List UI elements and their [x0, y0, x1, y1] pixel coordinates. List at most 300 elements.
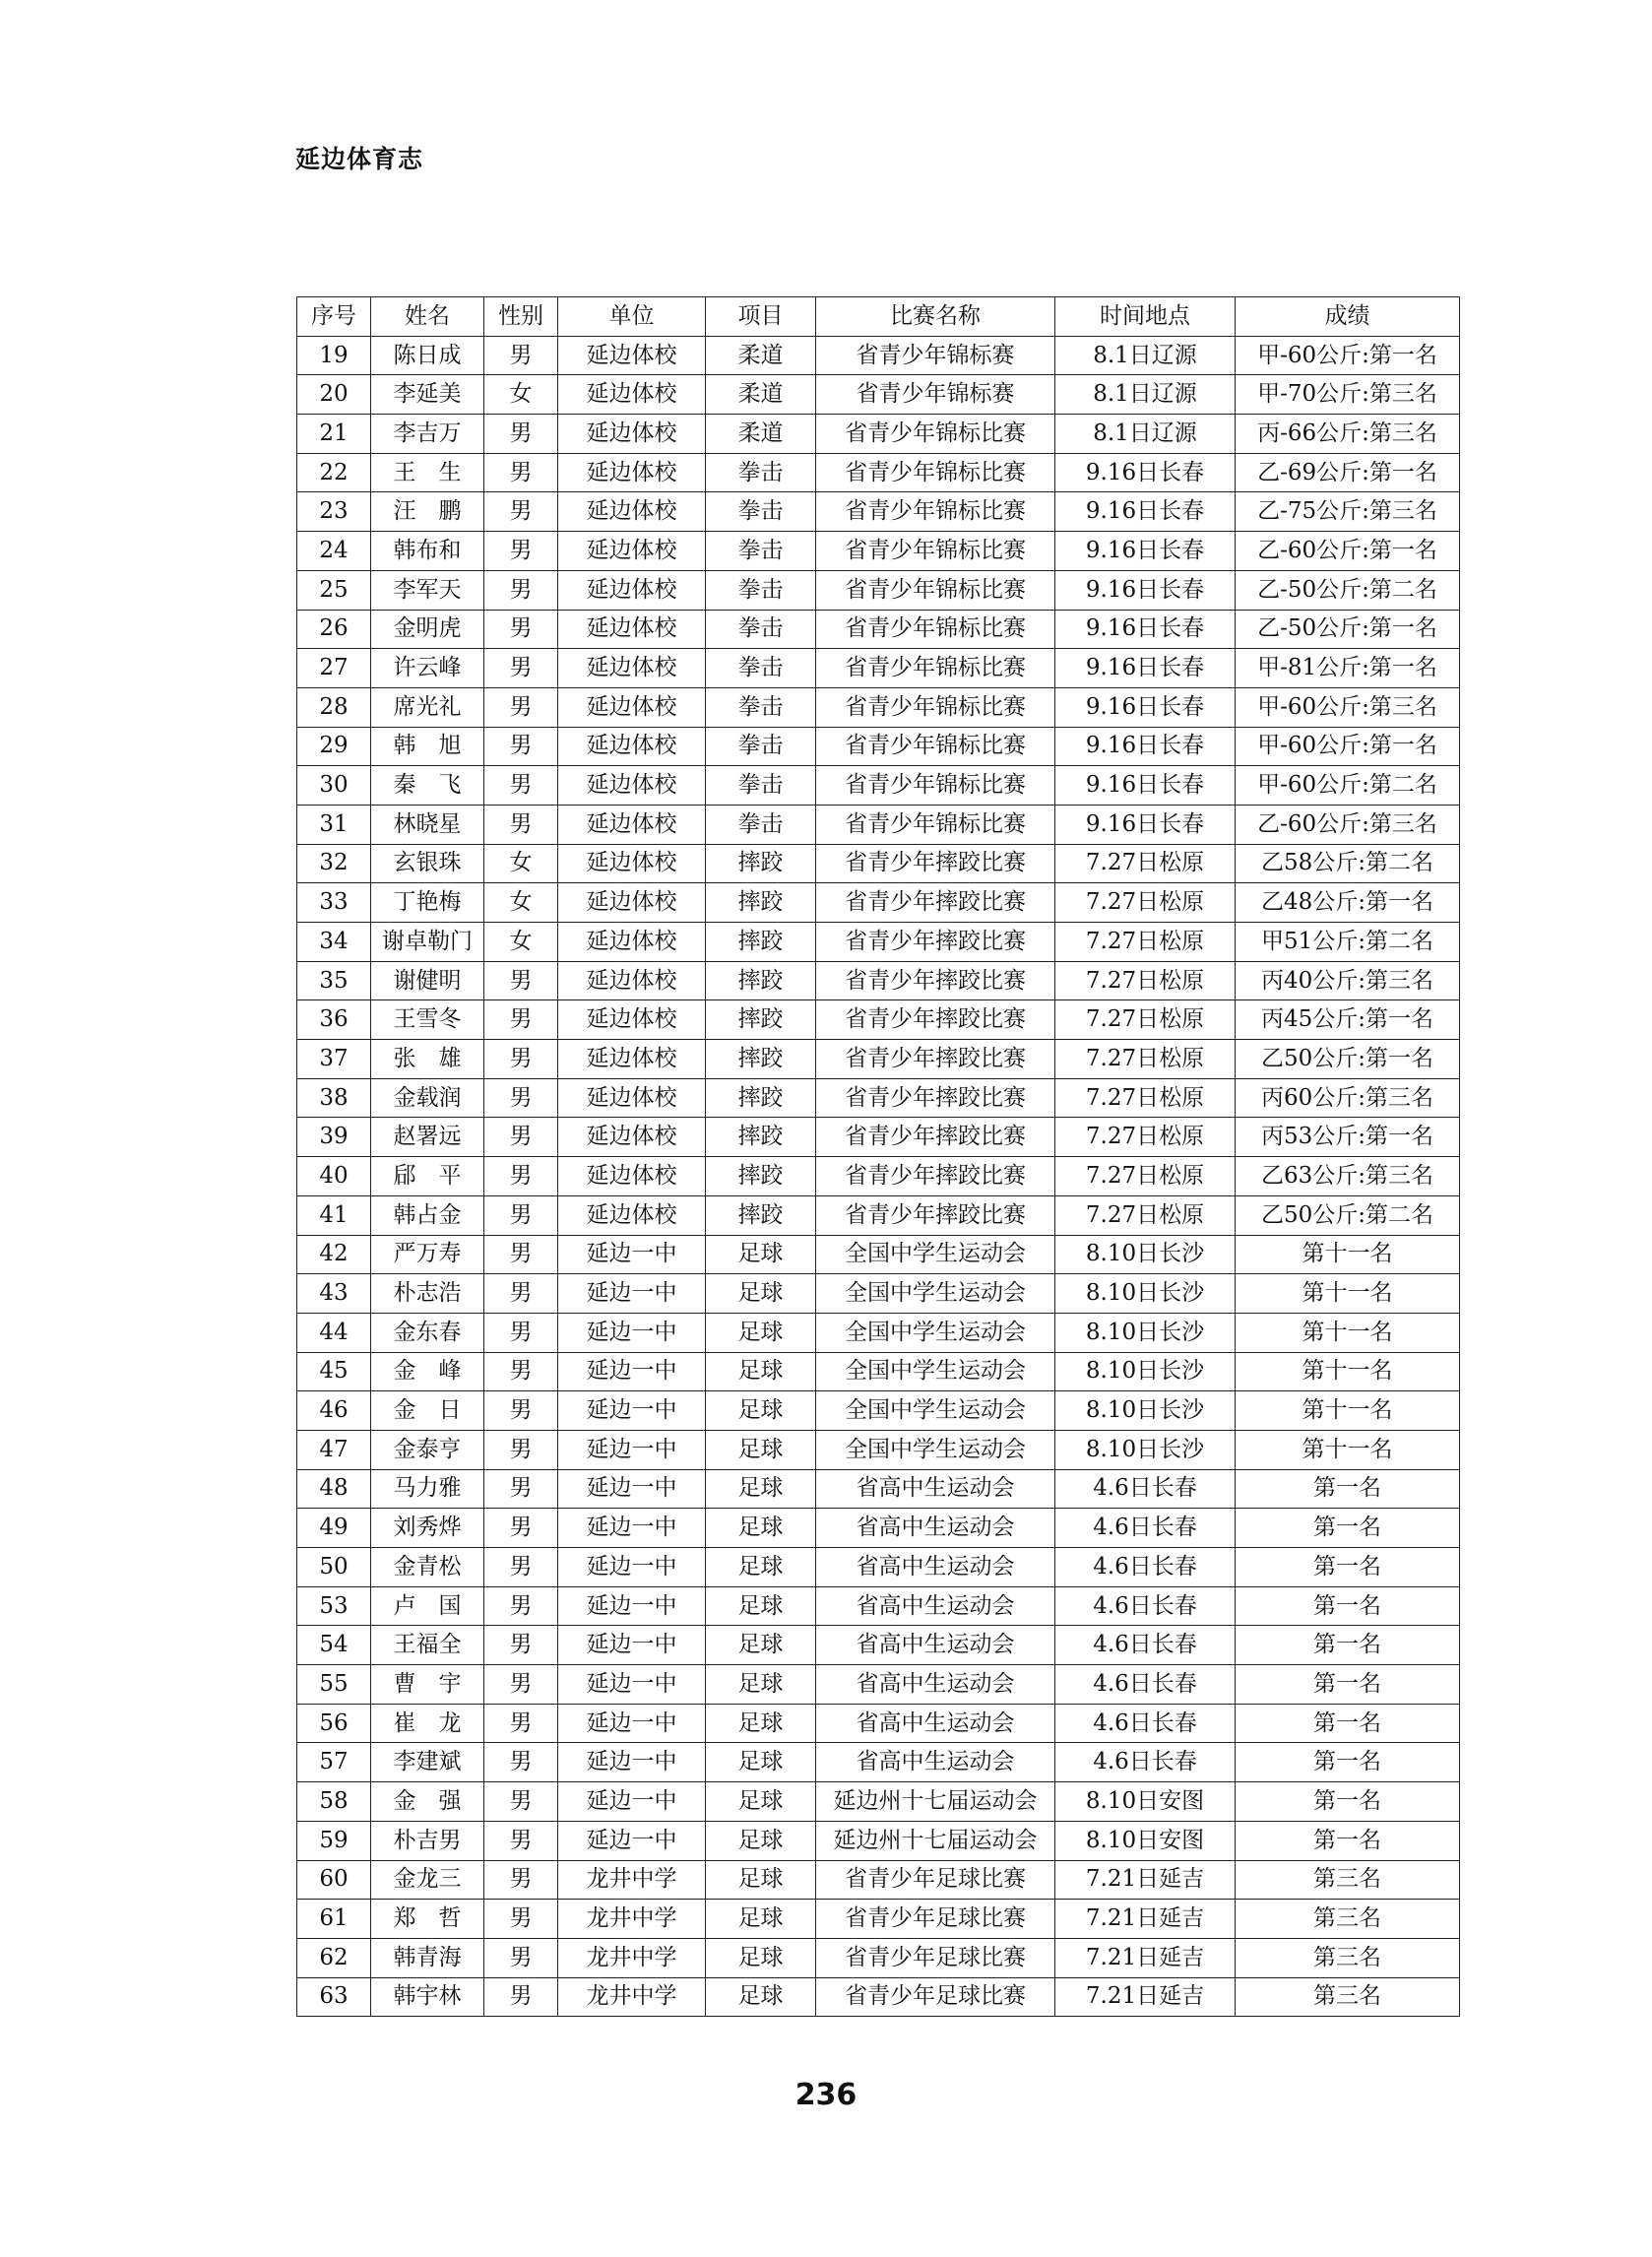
- cell-competition: 省青少年摔跤比赛: [816, 1000, 1055, 1040]
- cell-event: 摔跤: [706, 1000, 816, 1040]
- cell-result: 丙45公斤:第一名: [1236, 1000, 1460, 1040]
- cell-name: 李军天: [371, 570, 484, 610]
- cell-index: 62: [297, 1938, 371, 1977]
- cell-name: 金 峰: [371, 1352, 484, 1391]
- cell-unit: 龙井中学: [558, 1938, 706, 1977]
- cell-index: 25: [297, 570, 371, 610]
- cell-index: 19: [297, 336, 371, 375]
- table-row: [297, 1900, 1460, 1939]
- cell-result: 乙-69公斤:第一名: [1236, 453, 1460, 492]
- cell-name: 赵署远: [371, 1118, 484, 1157]
- cell-name: 韩 旭: [371, 727, 484, 766]
- cell-name: 林晓星: [371, 805, 484, 844]
- cell-event: 足球: [706, 1938, 816, 1977]
- cell-gender: 男: [484, 1352, 558, 1391]
- table-row: [297, 1040, 1460, 1079]
- cell-unit: 延边体校: [558, 687, 706, 727]
- cell-name: 郑 哲: [371, 1900, 484, 1939]
- cell-date-place: 4.6日长春: [1055, 1586, 1236, 1626]
- cell-date-place: 8.1日辽源: [1055, 375, 1236, 415]
- cell-index: 20: [297, 375, 371, 415]
- cell-gender: 男: [484, 1548, 558, 1587]
- cell-gender: 男: [484, 453, 558, 492]
- cell-index: 40: [297, 1157, 371, 1196]
- cell-unit: 龙井中学: [558, 1977, 706, 2017]
- cell-result: 丙-66公斤:第三名: [1236, 415, 1460, 454]
- cell-name: 金龙三: [371, 1860, 484, 1900]
- cell-competition: 省高中生运动会: [816, 1743, 1055, 1782]
- cell-competition: 省青少年锦标赛: [816, 375, 1055, 415]
- cell-date-place: 9.16日长春: [1055, 766, 1236, 806]
- cell-gender: 男: [484, 1000, 558, 1040]
- cell-gender: 男: [484, 1274, 558, 1314]
- cell-result: 丙53公斤:第一名: [1236, 1118, 1460, 1157]
- cell-event: 足球: [706, 1782, 816, 1822]
- cell-index: 29: [297, 727, 371, 766]
- cell-name: 金泰亨: [371, 1430, 484, 1469]
- cell-competition: 省青少年足球比赛: [816, 1860, 1055, 1900]
- cell-date-place: 7.27日松原: [1055, 961, 1236, 1000]
- table-row: [297, 415, 1460, 454]
- cell-unit: 延边一中: [558, 1274, 706, 1314]
- cell-date-place: 7.27日松原: [1055, 1000, 1236, 1040]
- cell-result: 乙-75公斤:第三名: [1236, 492, 1460, 532]
- records-table: [296, 296, 1460, 2017]
- table-row: [297, 1391, 1460, 1431]
- running-head: 延边体育志: [295, 145, 424, 173]
- cell-gender: 男: [484, 415, 558, 454]
- cell-unit: 延边体校: [558, 570, 706, 610]
- cell-gender: 女: [484, 923, 558, 962]
- cell-event: 柔道: [706, 415, 816, 454]
- cell-unit: 延边一中: [558, 1235, 706, 1274]
- table-row: [297, 1821, 1460, 1860]
- cell-event: 拳击: [706, 766, 816, 806]
- cell-name: 卢 国: [371, 1586, 484, 1626]
- cell-event: 摔跤: [706, 844, 816, 883]
- cell-index: 32: [297, 844, 371, 883]
- cell-index: 34: [297, 923, 371, 962]
- cell-date-place: 4.6日长春: [1055, 1743, 1236, 1782]
- cell-index: 59: [297, 1821, 371, 1860]
- cell-unit: 延边一中: [558, 1704, 706, 1743]
- cell-result: 第十一名: [1236, 1352, 1460, 1391]
- cell-unit: 延边体校: [558, 844, 706, 883]
- cell-name: 丁艳梅: [371, 883, 484, 923]
- cell-name: 张 雄: [371, 1040, 484, 1079]
- cell-event: 摔跤: [706, 1195, 816, 1235]
- cell-competition: 省高中生运动会: [816, 1469, 1055, 1509]
- cell-index: 47: [297, 1430, 371, 1469]
- cell-gender: 男: [484, 1118, 558, 1157]
- cell-gender: 男: [484, 961, 558, 1000]
- cell-result: 甲-70公斤:第三名: [1236, 375, 1460, 415]
- cell-name: 金东春: [371, 1313, 484, 1352]
- cell-result: 甲-81公斤:第一名: [1236, 649, 1460, 688]
- cell-competition: 省青少年摔跤比赛: [816, 923, 1055, 962]
- cell-name: 李建斌: [371, 1743, 484, 1782]
- cell-result: 乙48公斤:第一名: [1236, 883, 1460, 923]
- cell-date-place: 4.6日长春: [1055, 1665, 1236, 1705]
- cell-unit: 延边体校: [558, 375, 706, 415]
- table-row: [297, 1274, 1460, 1314]
- cell-competition: 省青少年足球比赛: [816, 1977, 1055, 2017]
- cell-index: 46: [297, 1391, 371, 1431]
- header-competition: 比赛名称: [816, 297, 1055, 337]
- cell-name: 严万寿: [371, 1235, 484, 1274]
- cell-gender: 男: [484, 1040, 558, 1079]
- cell-gender: 男: [484, 1157, 558, 1196]
- cell-result: 乙-60公斤:第三名: [1236, 805, 1460, 844]
- cell-name: 许云峰: [371, 649, 484, 688]
- cell-name: 王雪冬: [371, 1000, 484, 1040]
- cell-date-place: 7.27日松原: [1055, 883, 1236, 923]
- table-row: [297, 1078, 1460, 1118]
- cell-name: 郈 平: [371, 1157, 484, 1196]
- cell-event: 拳击: [706, 687, 816, 727]
- cell-date-place: 7.21日延吉: [1055, 1860, 1236, 1900]
- cell-competition: 全国中学生运动会: [816, 1274, 1055, 1314]
- cell-gender: 男: [484, 1078, 558, 1118]
- cell-result: 第一名: [1236, 1586, 1460, 1626]
- cell-event: 拳击: [706, 727, 816, 766]
- cell-competition: 省青少年锦标比赛: [816, 610, 1055, 649]
- cell-result: 乙50公斤:第二名: [1236, 1195, 1460, 1235]
- cell-event: 柔道: [706, 375, 816, 415]
- cell-result: 甲51公斤:第二名: [1236, 923, 1460, 962]
- table-row: [297, 336, 1460, 375]
- cell-unit: 延边体校: [558, 1157, 706, 1196]
- cell-event: 摔跤: [706, 923, 816, 962]
- cell-unit: 延边一中: [558, 1586, 706, 1626]
- cell-index: 28: [297, 687, 371, 727]
- cell-competition: 全国中学生运动会: [816, 1430, 1055, 1469]
- cell-result: 第十一名: [1236, 1235, 1460, 1274]
- cell-result: 乙-50公斤:第一名: [1236, 610, 1460, 649]
- cell-result: 乙-50公斤:第二名: [1236, 570, 1460, 610]
- cell-name: 马力雅: [371, 1469, 484, 1509]
- table-row: [297, 805, 1460, 844]
- cell-unit: 延边一中: [558, 1548, 706, 1587]
- header-index: 序号: [297, 297, 371, 337]
- cell-result: 丙40公斤:第三名: [1236, 961, 1460, 1000]
- table-row: [297, 766, 1460, 806]
- cell-date-place: 8.10日长沙: [1055, 1235, 1236, 1274]
- cell-event: 足球: [706, 1860, 816, 1900]
- cell-competition: 省青少年锦标比赛: [816, 727, 1055, 766]
- table-row: [297, 923, 1460, 962]
- cell-event: 拳击: [706, 805, 816, 844]
- cell-unit: 延边一中: [558, 1430, 706, 1469]
- cell-competition: 延边州十七届运动会: [816, 1782, 1055, 1822]
- cell-gender: 男: [484, 1509, 558, 1548]
- cell-event: 足球: [706, 1586, 816, 1626]
- cell-competition: 省青少年锦标比赛: [816, 570, 1055, 610]
- cell-result: 乙63公斤:第三名: [1236, 1157, 1460, 1196]
- cell-date-place: 7.27日松原: [1055, 1118, 1236, 1157]
- table-row: [297, 492, 1460, 532]
- cell-date-place: 7.27日松原: [1055, 1040, 1236, 1079]
- table-row: [297, 1586, 1460, 1626]
- cell-index: 45: [297, 1352, 371, 1391]
- cell-gender: 男: [484, 1430, 558, 1469]
- cell-result: 甲-60公斤:第一名: [1236, 336, 1460, 375]
- cell-gender: 男: [484, 1938, 558, 1977]
- cell-gender: 男: [484, 570, 558, 610]
- cell-index: 61: [297, 1900, 371, 1939]
- cell-date-place: 8.10日安图: [1055, 1782, 1236, 1822]
- cell-gender: 男: [484, 1313, 558, 1352]
- cell-date-place: 7.27日松原: [1055, 844, 1236, 883]
- cell-gender: 女: [484, 883, 558, 923]
- cell-index: 22: [297, 453, 371, 492]
- header-unit: 单位: [558, 297, 706, 337]
- cell-index: 26: [297, 610, 371, 649]
- cell-index: 27: [297, 649, 371, 688]
- cell-index: 41: [297, 1195, 371, 1235]
- table-row: [297, 1118, 1460, 1157]
- cell-date-place: 9.16日长春: [1055, 610, 1236, 649]
- cell-result: 第三名: [1236, 1860, 1460, 1900]
- cell-index: 49: [297, 1509, 371, 1548]
- cell-gender: 男: [484, 1469, 558, 1509]
- cell-unit: 延边体校: [558, 727, 706, 766]
- cell-index: 43: [297, 1274, 371, 1314]
- cell-event: 拳击: [706, 570, 816, 610]
- table-row: [297, 1235, 1460, 1274]
- table-row: [297, 453, 1460, 492]
- cell-unit: 延边体校: [558, 1118, 706, 1157]
- cell-name: 李延美: [371, 375, 484, 415]
- cell-date-place: 8.10日长沙: [1055, 1391, 1236, 1431]
- header-result: 成绩: [1236, 297, 1460, 337]
- cell-gender: 男: [484, 687, 558, 727]
- cell-event: 足球: [706, 1509, 816, 1548]
- cell-date-place: 8.1日辽源: [1055, 336, 1236, 375]
- cell-event: 拳击: [706, 649, 816, 688]
- cell-unit: 延边一中: [558, 1469, 706, 1509]
- cell-event: 摔跤: [706, 1118, 816, 1157]
- cell-index: 63: [297, 1977, 371, 2017]
- table-row: [297, 1548, 1460, 1587]
- cell-date-place: 8.10日安图: [1055, 1821, 1236, 1860]
- cell-competition: 省青少年摔跤比赛: [816, 1157, 1055, 1196]
- cell-index: 24: [297, 532, 371, 571]
- cell-result: 第一名: [1236, 1704, 1460, 1743]
- cell-competition: 省高中生运动会: [816, 1626, 1055, 1665]
- cell-competition: 省高中生运动会: [816, 1509, 1055, 1548]
- cell-event: 足球: [706, 1626, 816, 1665]
- cell-name: 谢卓勒门: [371, 923, 484, 962]
- cell-event: 摔跤: [706, 1157, 816, 1196]
- header-date-place: 时间地点: [1055, 297, 1236, 337]
- cell-index: 56: [297, 1704, 371, 1743]
- cell-gender: 男: [484, 1195, 558, 1235]
- cell-result: 第三名: [1236, 1977, 1460, 2017]
- cell-result: 第十一名: [1236, 1313, 1460, 1352]
- cell-unit: 延边体校: [558, 1040, 706, 1079]
- cell-name: 韩宇林: [371, 1977, 484, 2017]
- cell-gender: 男: [484, 492, 558, 532]
- cell-event: 摔跤: [706, 961, 816, 1000]
- cell-unit: 延边体校: [558, 1078, 706, 1118]
- cell-unit: 延边体校: [558, 453, 706, 492]
- cell-date-place: 4.6日长春: [1055, 1509, 1236, 1548]
- cell-competition: 省青少年锦标比赛: [816, 649, 1055, 688]
- cell-unit: 延边一中: [558, 1626, 706, 1665]
- cell-unit: 延边体校: [558, 883, 706, 923]
- cell-result: 第一名: [1236, 1743, 1460, 1782]
- cell-result: 甲-60公斤:第二名: [1236, 766, 1460, 806]
- table-row: [297, 961, 1460, 1000]
- cell-name: 曹 宇: [371, 1665, 484, 1705]
- table-row: [297, 1743, 1460, 1782]
- cell-result: 乙50公斤:第一名: [1236, 1040, 1460, 1079]
- cell-event: 足球: [706, 1352, 816, 1391]
- cell-unit: 龙井中学: [558, 1860, 706, 1900]
- cell-date-place: 8.10日长沙: [1055, 1274, 1236, 1314]
- cell-competition: 省青少年锦标赛: [816, 336, 1055, 375]
- cell-competition: 省高中生运动会: [816, 1665, 1055, 1705]
- cell-result: 第一名: [1236, 1626, 1460, 1665]
- page-number: 236: [794, 2078, 858, 2112]
- cell-index: 57: [297, 1743, 371, 1782]
- table-row: [297, 375, 1460, 415]
- cell-unit: 延边一中: [558, 1743, 706, 1782]
- header-name: 姓名: [371, 297, 484, 337]
- cell-event: 摔跤: [706, 883, 816, 923]
- cell-event: 足球: [706, 1235, 816, 1274]
- cell-name: 崔 龙: [371, 1704, 484, 1743]
- cell-event: 足球: [706, 1704, 816, 1743]
- cell-result: 甲-60公斤:第三名: [1236, 687, 1460, 727]
- cell-gender: 男: [484, 1860, 558, 1900]
- table-row: [297, 532, 1460, 571]
- cell-gender: 男: [484, 610, 558, 649]
- table-row: [297, 1195, 1460, 1235]
- cell-date-place: 7.21日延吉: [1055, 1900, 1236, 1939]
- cell-name: 朴吉男: [371, 1821, 484, 1860]
- cell-event: 摔跤: [706, 1040, 816, 1079]
- cell-gender: 男: [484, 1391, 558, 1431]
- cell-index: 33: [297, 883, 371, 923]
- table-row: [297, 1977, 1460, 2017]
- cell-unit: 延边一中: [558, 1391, 706, 1431]
- cell-gender: 男: [484, 1626, 558, 1665]
- cell-competition: 省青少年锦标比赛: [816, 532, 1055, 571]
- cell-index: 53: [297, 1586, 371, 1626]
- table-row: [297, 1860, 1460, 1900]
- cell-index: 23: [297, 492, 371, 532]
- cell-name: 刘秀烨: [371, 1509, 484, 1548]
- cell-event: 足球: [706, 1665, 816, 1705]
- cell-unit: 延边一中: [558, 1352, 706, 1391]
- table-row: [297, 610, 1460, 649]
- cell-name: 谢健明: [371, 961, 484, 1000]
- cell-event: 拳击: [706, 492, 816, 532]
- cell-event: 足球: [706, 1469, 816, 1509]
- cell-event: 足球: [706, 1900, 816, 1939]
- cell-index: 60: [297, 1860, 371, 1900]
- cell-competition: 省青少年锦标比赛: [816, 492, 1055, 532]
- cell-name: 金 强: [371, 1782, 484, 1822]
- cell-result: 第三名: [1236, 1938, 1460, 1977]
- cell-date-place: 9.16日长春: [1055, 805, 1236, 844]
- cell-gender: 女: [484, 844, 558, 883]
- table-row: [297, 883, 1460, 923]
- cell-unit: 延边体校: [558, 923, 706, 962]
- cell-date-place: 4.6日长春: [1055, 1469, 1236, 1509]
- cell-event: 足球: [706, 1391, 816, 1431]
- cell-competition: 省青少年摔跤比赛: [816, 1040, 1055, 1079]
- cell-date-place: 4.6日长春: [1055, 1548, 1236, 1587]
- cell-competition: 省青少年摔跤比赛: [816, 844, 1055, 883]
- cell-gender: 女: [484, 375, 558, 415]
- cell-result: 第一名: [1236, 1469, 1460, 1509]
- cell-event: 柔道: [706, 336, 816, 375]
- cell-result: 乙-60公斤:第一名: [1236, 532, 1460, 571]
- cell-index: 55: [297, 1665, 371, 1705]
- cell-name: 陈日成: [371, 336, 484, 375]
- table-row: [297, 687, 1460, 727]
- cell-name: 王 生: [371, 453, 484, 492]
- cell-date-place: 8.1日辽源: [1055, 415, 1236, 454]
- cell-index: 38: [297, 1078, 371, 1118]
- cell-event: 足球: [706, 1430, 816, 1469]
- cell-name: 韩占金: [371, 1195, 484, 1235]
- table-row: [297, 1665, 1460, 1705]
- cell-gender: 男: [484, 1704, 558, 1743]
- table-row: [297, 1352, 1460, 1391]
- cell-name: 金明虎: [371, 610, 484, 649]
- cell-competition: 省青少年摔跤比赛: [816, 1195, 1055, 1235]
- table-row: [297, 1157, 1460, 1196]
- cell-gender: 男: [484, 1665, 558, 1705]
- cell-competition: 全国中学生运动会: [816, 1313, 1055, 1352]
- cell-event: 足球: [706, 1313, 816, 1352]
- cell-result: 第一名: [1236, 1821, 1460, 1860]
- cell-date-place: 9.16日长春: [1055, 649, 1236, 688]
- header-gender: 性别: [484, 297, 558, 337]
- cell-result: 甲-60公斤:第一名: [1236, 727, 1460, 766]
- cell-name: 汪 鹏: [371, 492, 484, 532]
- cell-event: 足球: [706, 1548, 816, 1587]
- cell-index: 50: [297, 1548, 371, 1587]
- table-row: [297, 1430, 1460, 1469]
- cell-unit: 延边一中: [558, 1782, 706, 1822]
- table-row: [297, 1626, 1460, 1665]
- cell-name: 金载润: [371, 1078, 484, 1118]
- cell-event: 足球: [706, 1274, 816, 1314]
- cell-unit: 延边体校: [558, 1000, 706, 1040]
- cell-date-place: 9.16日长春: [1055, 453, 1236, 492]
- cell-gender: 男: [484, 649, 558, 688]
- cell-name: 王福全: [371, 1626, 484, 1665]
- cell-competition: 省高中生运动会: [816, 1548, 1055, 1587]
- cell-competition: 省高中生运动会: [816, 1704, 1055, 1743]
- cell-gender: 男: [484, 1821, 558, 1860]
- cell-result: 乙58公斤:第二名: [1236, 844, 1460, 883]
- cell-event: 拳击: [706, 453, 816, 492]
- cell-unit: 延边体校: [558, 492, 706, 532]
- table-row: [297, 1000, 1460, 1040]
- cell-unit: 延边体校: [558, 649, 706, 688]
- cell-competition: 省青少年摔跤比赛: [816, 1118, 1055, 1157]
- cell-gender: 男: [484, 1782, 558, 1822]
- cell-name: 秦 飞: [371, 766, 484, 806]
- cell-unit: 延边一中: [558, 1821, 706, 1860]
- cell-competition: 省青少年锦标比赛: [816, 453, 1055, 492]
